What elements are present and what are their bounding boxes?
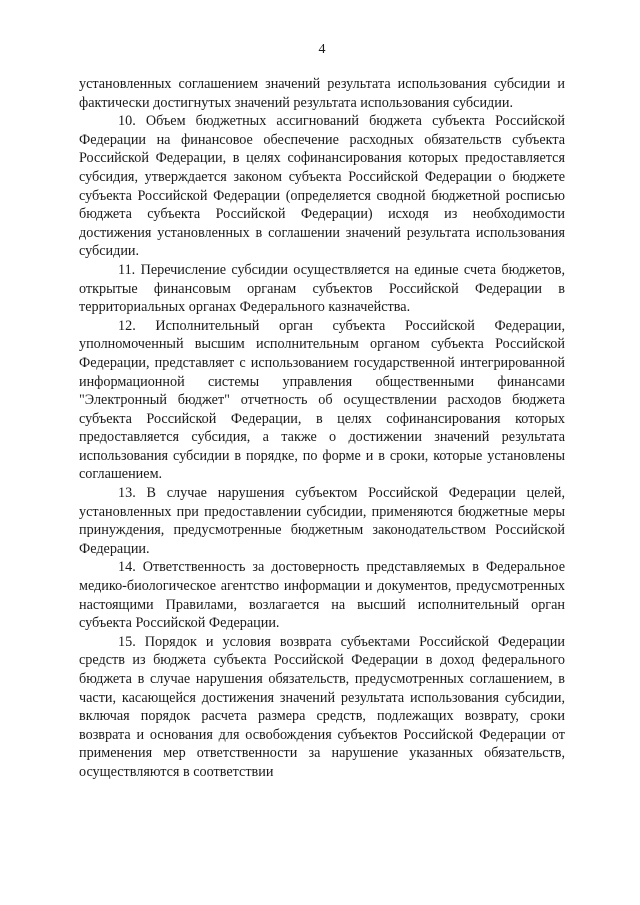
paragraph-12: 12. Исполнительный орган субъекта Российской Федерации, уполномоченный высшим исполнительным органом субъекта Российской Федерации, представляет с использованием государственной интегрированной информационной системы управления общественными финансами "Электронный бюджет" отчетность об осуществлении расходов бюджета субъекта Российской Федерации, в целях софинансирования которых предоставляется субсидия, а также о достижении значений результата использования субсидии в порядке, по форме и в сроки, которые установлены соглашением. [79, 317, 565, 483]
paragraph-11: 11. Перечисление субсидии осуществляется на единые счета бюджетов, открытые финансовым органам субъектов Российской Федерации в территориальных органах Федерального казначейства. [79, 261, 565, 316]
paragraph-14: 14. Ответственность за достоверность представляемых в Федеральное медико-биологическое агентство информации и документов, предусмотренных настоящими Правилами, возлагается на высший исполнительный орган субъекта Российской Федерации. [79, 559, 565, 632]
paragraph-10: 10. Объем бюджетных ассигнований бюджета субъекта Российской Федерации на финансовое обеспечение расходных обязательств субъекта Российской Федерации, в целях софинансирования которых предоставляется субсидия, утверждается законом субъекта Российской Федерации о бюджете субъекта Российской Федерации (определяется сводной бюджетной росписью бюджета субъекта Российской Федерации) исходя из необходимости достижения установленных в соглашении значений результата использования субсидии. [79, 113, 565, 260]
page-number: 4 [318, 42, 326, 57]
document-body [79, 75, 565, 782]
paragraph-15: 15. Порядок и условия возврата субъектами Российской Федерации средств из бюджета субъекта Российской Федерации в доход федерального бюджета в случае нарушения обязательств, предусмотренных соглашением, в части, касающейся достижения значений результата использования субсидии, включая порядок расчета размера средств, подлежащих возврату, сроки возврата и основания для освобождения субъектов Российской Федерации от применения мер ответственности за нарушение указанных обязательств, осуществляются в соответствии [79, 633, 565, 780]
paragraph-continuation: установленных соглашением значений результата использования субсидии и фактически достигнутых значений результата использования субсидии. [79, 76, 565, 111]
paragraph-13: 13. В случае нарушения субъектом Российской Федерации целей, установленных при предоставлении субсидии, применяются бюджетные меры принуждения, предусмотренные бюджетным законодательством Российской Федерации. [79, 485, 565, 557]
